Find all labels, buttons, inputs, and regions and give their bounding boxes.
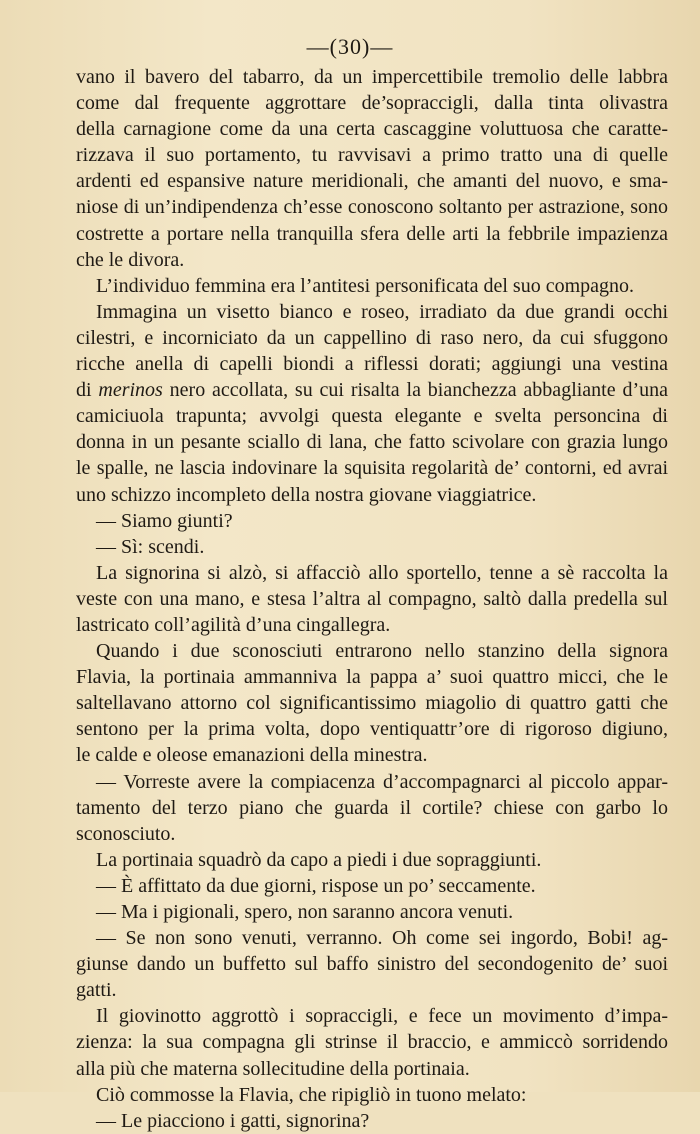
text-line: Il giovinotto aggrottò i sopraccigli, e fece un movimento d’impa- — [96, 1005, 668, 1028]
text-segment: di — [76, 379, 99, 402]
text-line: — Vorreste avere la compiacenza d’accompagnarci al piccolo appar- — [96, 770, 668, 793]
text-line: lastricato coll’agilità d’una cingallegra. — [76, 613, 391, 636]
text-line: Flavia, la portinaia ammanniva la pappa a’ suoi quattro micci, che le — [76, 666, 668, 689]
text-line: La portinaia squadrò da capo a piedi i due sopraggiunti. — [96, 848, 542, 871]
text-line: costrette a portare nella tranquilla sfera delle arti la febbrile impazienza — [76, 222, 668, 245]
text-line: sentono per la prima volta, dopo ventiquattr’ore di rigoroso digiuno, — [76, 718, 668, 741]
text-line: — Se non sono venuti, verranno. Oh come sei ingordo, Bobi! ag- — [96, 927, 668, 950]
text-line: sconosciuto. — [76, 822, 176, 845]
italic-word: merinos — [98, 379, 163, 402]
page-number: —(30)— — [306, 34, 394, 59]
text-line: — Sì: scendi. — [96, 535, 205, 558]
text-line: La signorina si alzò, si affacciò allo sportello, tenne a sè raccolta la — [96, 561, 668, 584]
text-line: camiciuola trapunta; avvolgi questa elegante e svelta personcina di — [76, 405, 668, 428]
text-line: ricche anella di capelli biondi a riflessi dorati; aggiungi una vestina — [76, 353, 668, 376]
text-line: saltellavano attorno col significantissimo miagolio di quattro gatti che — [76, 692, 668, 715]
text-line: le calde e oleose emanazioni della minestra. — [76, 744, 428, 767]
text-segment: nero accollata, su cui risalta la bianchezza abbagliante d’una — [162, 379, 668, 402]
text-line: rizzava il suo portamento, tu ravvisavi a primo tratto una di quelle — [76, 144, 668, 167]
text-line: — Le piacciono i gatti, signorina? — [96, 1109, 370, 1132]
text-line: — È affittato da due giorni, rispose un po’ seccamente. — [96, 874, 536, 897]
text-line: donna in un pesante sciallo di lana, che fatto scivolare con grazia lungo — [76, 431, 668, 454]
text-line: niose di un’indipendenza ch’esse conoscono soltanto per astrazione, sono — [76, 196, 668, 219]
text-line: Ciò commosse la Flavia, che ripigliò in tuono melato: — [96, 1083, 527, 1106]
text-line: — Siamo giunti? — [96, 509, 233, 532]
text-line: zienza: la sua compagna gli strinse il braccio, e ammiccò sorridendo — [76, 1031, 668, 1054]
text-line: cilestri, e incorniciato da un cappellino di raso nero, da cui sfuggono — [76, 326, 668, 349]
text-line: veste con una mano, e stesa l’altra al compagno, saltò dalla predella sul — [76, 587, 668, 610]
text-line: ardenti ed espansive nature meridionali, che amanti del nuovo, e sma- — [76, 170, 668, 193]
text-line: tamento del terzo piano che guarda il cortile? chiese con garbo lo — [76, 796, 668, 819]
text-line: — Ma i pigionali, spero, non saranno ancora venuti. — [96, 901, 514, 923]
text-line: della carnagione come da una certa cascaggine voluttuosa che caratte- — [76, 118, 668, 141]
text-line: come dal frequente aggrottare de’sopraccigli, dalla tinta olivastra — [76, 92, 668, 115]
text-line: Immagina un visetto bianco e roseo, irradiato da due grandi occhi — [96, 300, 668, 323]
text-line: gatti. — [76, 979, 117, 1002]
body-text — [76, 64, 668, 1134]
text-line: uno schizzo incompleto della nostra giovane viaggiatrice. — [76, 483, 537, 506]
text-line: giunse dando un buffetto sul baffo sinistro del secondogenito de’ suoi — [76, 953, 668, 976]
text-line: che le divora. — [76, 248, 185, 271]
text-line: vano il bavero del tabarro, da un impercettibile tremolio delle labbra — [76, 66, 668, 88]
text-line: L’individuo femmina era l’antitesi personificata del suo compagno. — [96, 274, 634, 297]
text-line: Quando i due sconosciuti entrarono nello stanzino della signora — [96, 640, 668, 663]
text-line: alla più che materna sollecitudine della portinaia. — [76, 1057, 470, 1080]
text-line — [76, 377, 668, 403]
text-line: le spalle, ne lascia indovinare la squisita regolarità de’ contorni, ed avrai — [76, 457, 668, 480]
